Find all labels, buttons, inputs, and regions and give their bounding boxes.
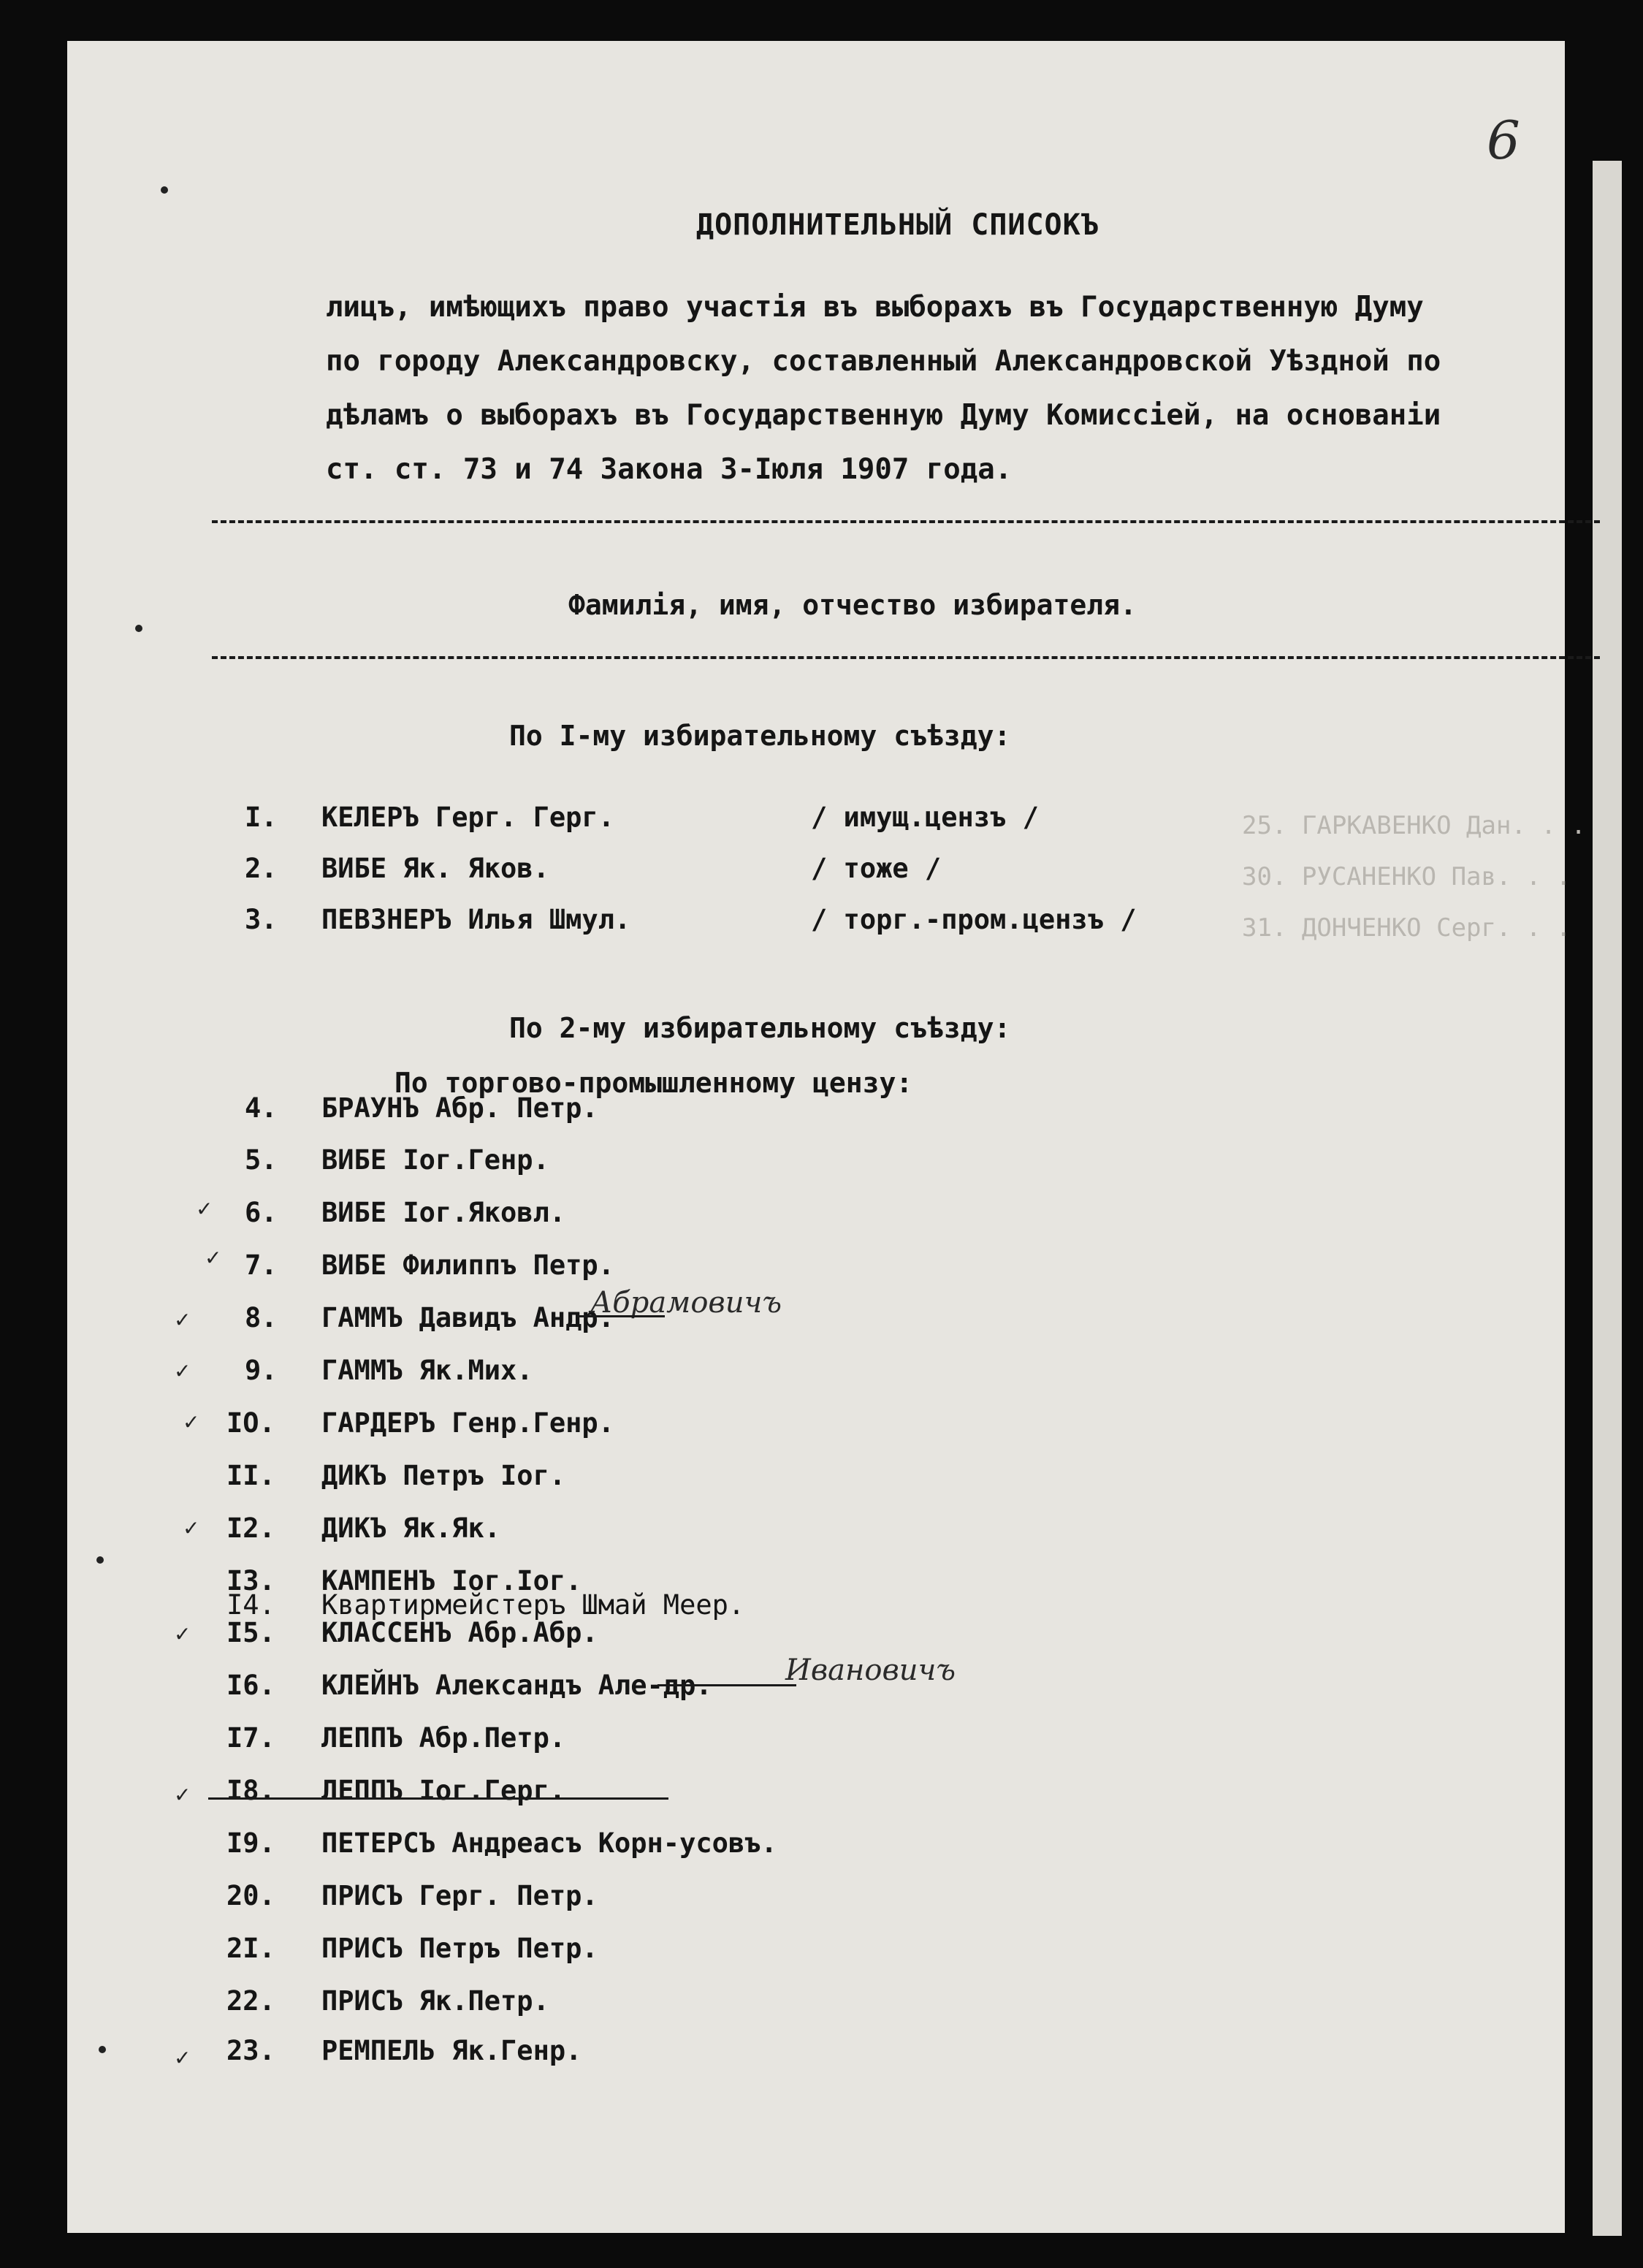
row-num: I7. (226, 1722, 275, 1754)
row-qualification: / имущ.цензъ / (811, 802, 1039, 833)
congress-1-title: По I-му избирательному съѣзду: (509, 720, 1011, 752)
divider-bottom (212, 656, 1600, 659)
heading-line-1: лицъ, имѣющихъ право участія въ выборахъ въ Государственную Думу (326, 291, 1424, 324)
row-name: КЛЕЙНЪ Александъ Але-др. (321, 1670, 712, 1701)
handwritten-correction-row-8: Абрамовичъ (590, 1286, 782, 1320)
margin-speck (99, 2046, 106, 2053)
row-num: 6. (245, 1197, 278, 1228)
row-name: ДИКЪ Як.Як. (321, 1512, 501, 1544)
row-num: I9. (226, 1827, 275, 1859)
row-name: ГАРДЕРЪ Генр.Генр. (321, 1407, 614, 1439)
strike-row-8-patronymic (577, 1315, 665, 1317)
row-num: IO. (226, 1407, 275, 1439)
check-mark: ✓ (174, 2046, 191, 2070)
adjacent-page-edge (1593, 161, 1622, 2236)
row-num: II. (226, 1460, 275, 1491)
check-mark: ✓ (174, 1622, 191, 1646)
row-qualification: / торг.-пром.цензъ / (811, 904, 1137, 935)
row-num: I2. (226, 1512, 275, 1544)
bleed-through-text: 30. РУСАНЕНКО Пав. . . (1242, 862, 1571, 891)
page-number: 6 (1487, 110, 1520, 171)
row-num: 7. (245, 1249, 278, 1281)
row-name: ВИБЕ Як. Яков. (321, 853, 549, 884)
row-num: 3. (245, 904, 278, 935)
check-mark: ✓ (174, 1359, 191, 1383)
row-name: ВИБЕ Іог.Яковл. (321, 1197, 566, 1228)
row-num: 2. (245, 853, 278, 884)
row-name: КЛАССЕНЪ Абр.Абр. (321, 1617, 598, 1648)
row-name: Квартирмейстеръ Шмай Меер. (321, 1589, 745, 1621)
row-num: I5. (226, 1617, 275, 1648)
check-mark: ✓ (183, 1516, 200, 1540)
row-num: 23. (226, 2035, 275, 2066)
row-name: ГАММЪ Як.Мих. (321, 1355, 533, 1386)
heading-line-3: дѣламъ о выборахъ въ Государственную Думу Комиссіей, на основаніи (326, 399, 1441, 432)
check-mark: ✓ (205, 1246, 222, 1270)
row-name: ПРИСЪ Герг. Петр. (321, 1880, 598, 1911)
row-num: I8. (226, 1775, 275, 1806)
row-name: ПРИСЪ Петръ Петр. (321, 1933, 598, 1964)
row-qualification: / тоже / (811, 853, 942, 884)
row-name: ПЕТЕРСЪ Андреасъ Корн-усовъ. (321, 1827, 777, 1859)
row-num: 20. (226, 1880, 275, 1911)
row-name: КЕЛЕРЪ Герг. Герг. (321, 802, 614, 833)
row-name: ГАММЪ Давидъ Андр. (321, 1302, 614, 1333)
check-mark: ✓ (174, 1783, 191, 1807)
row-num: I6. (226, 1670, 275, 1701)
congress-2-subtitle: По торгово-промышленному цензу: (394, 1067, 913, 1099)
bleed-through-text: 25. ГАРКАВЕНКО Дан. . . (1242, 811, 1586, 840)
row-name: РЕМПЕЛЬ Як.Генр. (321, 2035, 582, 2066)
divider-top (212, 520, 1600, 523)
row-num: 2I. (226, 1933, 275, 1964)
heading-line-2: по городу Александровску, составленный Александровской Уѣздной по (326, 345, 1441, 378)
row-num: I4. (226, 1589, 275, 1621)
row-name: ВИБЕ Іог.Генр. (321, 1144, 549, 1176)
margin-speck (96, 1556, 104, 1564)
strike-row-18 (208, 1797, 668, 1800)
row-num: 4. (245, 1092, 278, 1124)
row-name: ВИБЕ Филиппъ Петр. (321, 1249, 614, 1281)
row-name: ДИКЪ Петръ Іог. (321, 1460, 566, 1491)
row-num: 9. (245, 1355, 278, 1386)
row-name: ЛЕППЪ Іог.Герг. (321, 1775, 566, 1806)
document-title: ДОПОЛНИТЕЛЬНЫЙ СПИСОКЪ (696, 208, 1099, 242)
column-header: Фамилія, имя, отчество избирателя. (568, 589, 1137, 621)
margin-speck (135, 625, 142, 632)
row-num: I3. (226, 1565, 275, 1597)
check-mark: ✓ (183, 1410, 200, 1434)
heading-line-4: ст. ст. 73 и 74 Закона 3-Іюля 1907 года. (326, 453, 1013, 486)
row-name: БРАУНЪ Абр. Петр. (321, 1092, 598, 1124)
strike-row-16-patronymic (657, 1684, 796, 1686)
check-mark: ✓ (174, 1308, 191, 1332)
congress-2-title: По 2-му избирательному съѣзду: (509, 1012, 1011, 1044)
row-num: 5. (245, 1144, 278, 1176)
check-mark: ✓ (196, 1197, 213, 1221)
row-num: 22. (226, 1985, 275, 2017)
bleed-through-text: 31. ДОНЧЕНКО Серг. . . (1242, 913, 1571, 943)
row-name: ПРИСЪ Як.Петр. (321, 1985, 549, 2017)
row-num: I. (245, 802, 278, 833)
margin-speck (161, 186, 168, 194)
row-num: 8. (245, 1302, 278, 1333)
row-name: КАМПЕНЪ Іог.Іог. (321, 1565, 582, 1597)
handwritten-correction-row-16: Ивановичъ (785, 1654, 956, 1687)
row-name: ПЕВЗНЕРЪ Илья Шмул. (321, 904, 631, 935)
row-name: ЛЕППЪ Абр.Петр. (321, 1722, 566, 1754)
